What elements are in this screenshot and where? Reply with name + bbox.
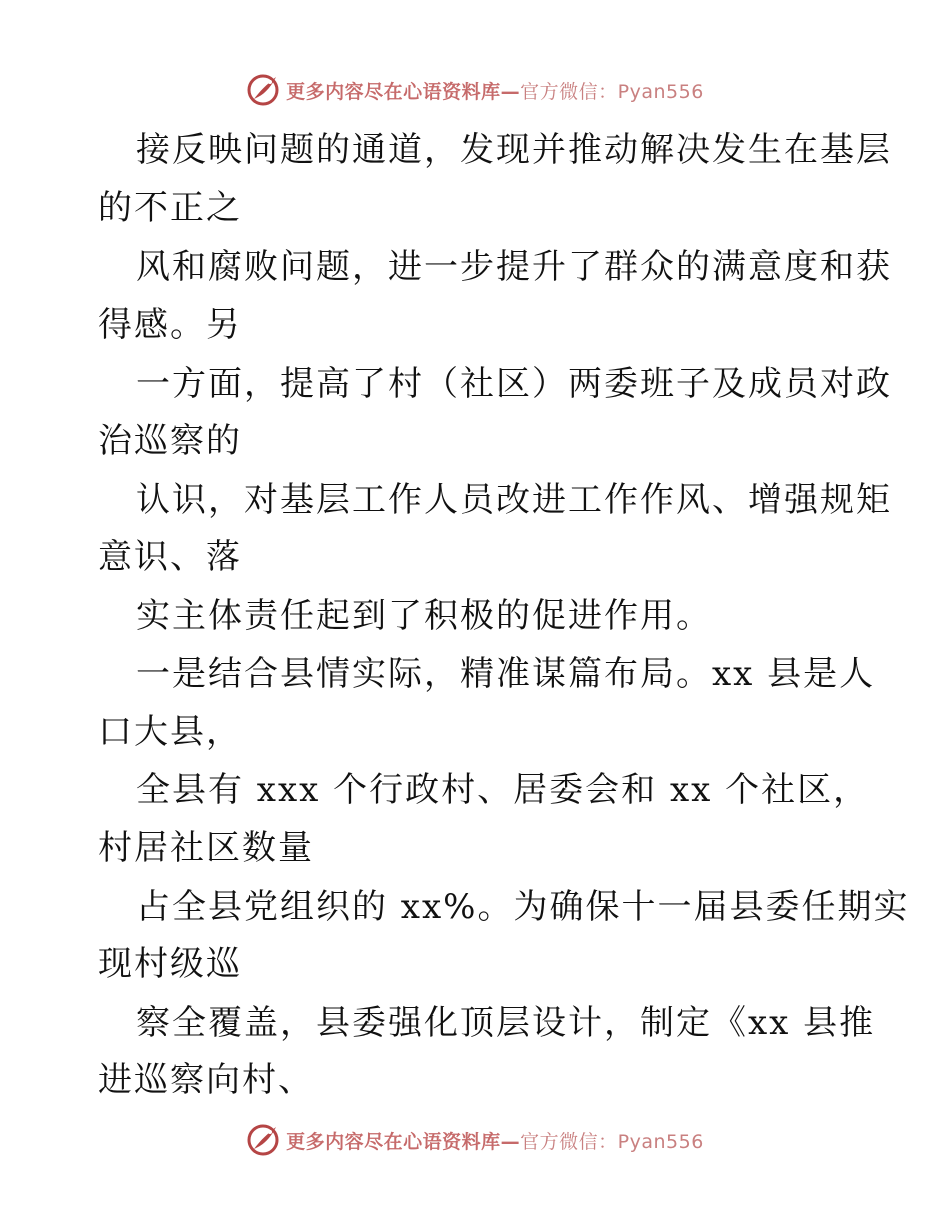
body-line: 实主体责任起到了积极的促进作用。 (136, 596, 712, 636)
body-line: 风和腐败问题，进一步提升了群众的满意度和获 (136, 247, 892, 287)
body-line: 村居社区数量 (98, 828, 314, 868)
header-banner-contact: 官方微信：Pyan556 (520, 80, 704, 103)
body-line: 现村级巡 (98, 944, 242, 984)
body-line: 一方面，提高了村（社区）两委班子及成员对政 (136, 364, 892, 404)
body-line: 接反映问题的通道，发现并推动解决发生在基层 (136, 130, 892, 170)
header-banner (0, 70, 950, 110)
body-line: 进巡察向村、 (98, 1060, 314, 1100)
header-banner-slogan: 更多内容尽在心语资料库— (286, 80, 521, 103)
body-line: 察全覆盖，县委强化顶层设计，制定《xx 县推 (136, 1003, 876, 1043)
body-line: 认识，对基层工作人员改进工作作风、增强规矩 (136, 480, 892, 520)
quill-pen-logo-icon (246, 1123, 280, 1157)
footer-banner-text (286, 1127, 704, 1154)
footer-banner (0, 1120, 950, 1160)
body-line: 意识、落 (98, 537, 242, 577)
footer-banner-contact: 官方微信：Pyan556 (520, 1130, 704, 1153)
footer-banner-slogan: 更多内容尽在心语资料库— (286, 1130, 521, 1153)
body-line: 一是结合县情实际，精准谋篇布局。xx 县是人 (136, 654, 876, 694)
body-line: 的不正之 (98, 188, 242, 228)
body-line: 全县有 xxx 个行政村、居委会和 xx 个社区， (136, 770, 870, 810)
body-line: 口大县， (98, 712, 242, 752)
quill-pen-logo-icon (246, 73, 280, 107)
header-banner-text (286, 77, 704, 104)
body-line: 占全县党组织的 xx%。为确保十一届县委任期实 (136, 887, 910, 927)
body-line: 治巡察的 (98, 421, 242, 461)
body-line: 得感。另 (98, 305, 242, 345)
